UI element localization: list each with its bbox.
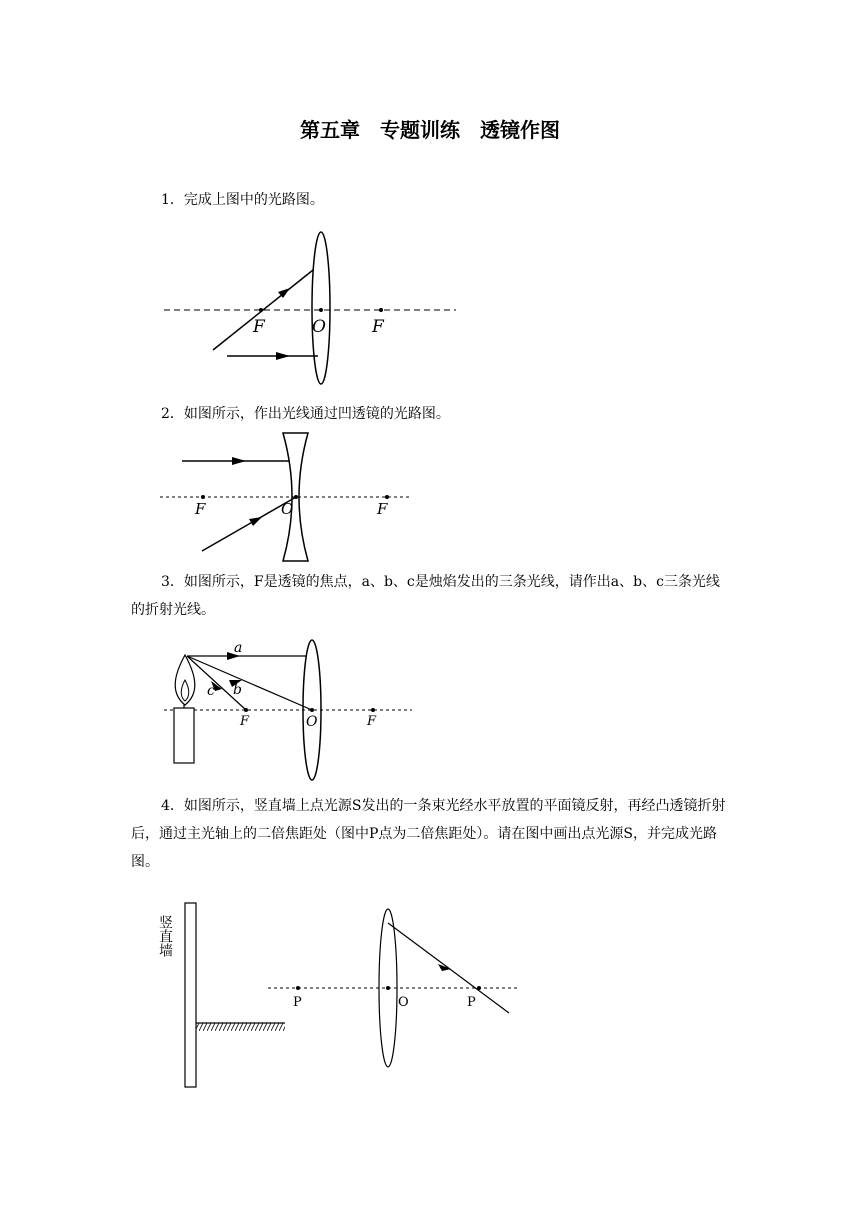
candle-body: [174, 708, 194, 763]
question-1-text: 1．完成上图中的光路图。: [161, 192, 324, 208]
question-2-text: 2．如图所示，作出光线通过凹透镜的光路图。: [161, 406, 450, 422]
label-f-right: F: [377, 500, 388, 518]
arrow-head: [249, 517, 262, 526]
label-f-left: F: [253, 317, 265, 337]
question-3: [131, 568, 731, 624]
label-f-left: F: [240, 714, 250, 729]
optical-center: [310, 708, 314, 712]
label-o: O: [281, 500, 294, 518]
question-3-text: 3．如图所示，F是透镜的焦点，a、b、c是烛焰发出的三条光线，请作出a、b、c三条光线的折射光线。: [131, 574, 720, 618]
optical-center: [386, 986, 390, 990]
label-o: O: [312, 317, 326, 337]
label-b: b: [233, 682, 242, 698]
focus-point-left: [244, 708, 248, 712]
point-p-left: [296, 986, 300, 990]
question-1: [131, 186, 731, 214]
question-2: [131, 400, 731, 428]
figure-4-wall-mirror-lens: [155, 895, 535, 1095]
label-o: O: [306, 714, 318, 730]
mirror-hatch: [196, 1023, 285, 1031]
figure-1-convex-lens: [150, 225, 470, 390]
vertical-wall: [185, 903, 196, 1087]
label-p-left: P: [293, 995, 302, 1010]
focus-point-right: [385, 495, 389, 499]
question-4-text: 4．如图所示，竖直墙上点光源S发出的一条束光经水平放置的平面镜反射，再经凸透镜折射后，通过主光轴上的二倍焦距处（图中P点为二倍焦距处）。请在图中画出点光源S，并完成光路图。: [131, 798, 726, 870]
label-a: a: [234, 640, 243, 656]
question-4: [131, 792, 731, 876]
figure-3-candle-lens: [150, 635, 420, 785]
label-p-right: P: [467, 995, 476, 1010]
label-f-right: F: [372, 317, 384, 337]
focus-point-right: [379, 308, 383, 312]
arrow-head: [276, 352, 290, 360]
focus-point-right: [371, 708, 375, 712]
label-o: O: [398, 995, 409, 1010]
optical-center: [319, 308, 323, 312]
ray-b: [187, 656, 312, 710]
label-f-right: F: [367, 714, 377, 729]
focus-point-left: [201, 495, 205, 499]
wall-label: 竖直墙: [157, 915, 173, 957]
label-f-left: F: [195, 500, 206, 518]
figure-2-concave-lens: [150, 428, 420, 568]
page-title: 第五章 专题训练 透镜作图: [300, 118, 560, 142]
label-c: c: [207, 683, 215, 699]
arrow-head: [232, 457, 246, 465]
